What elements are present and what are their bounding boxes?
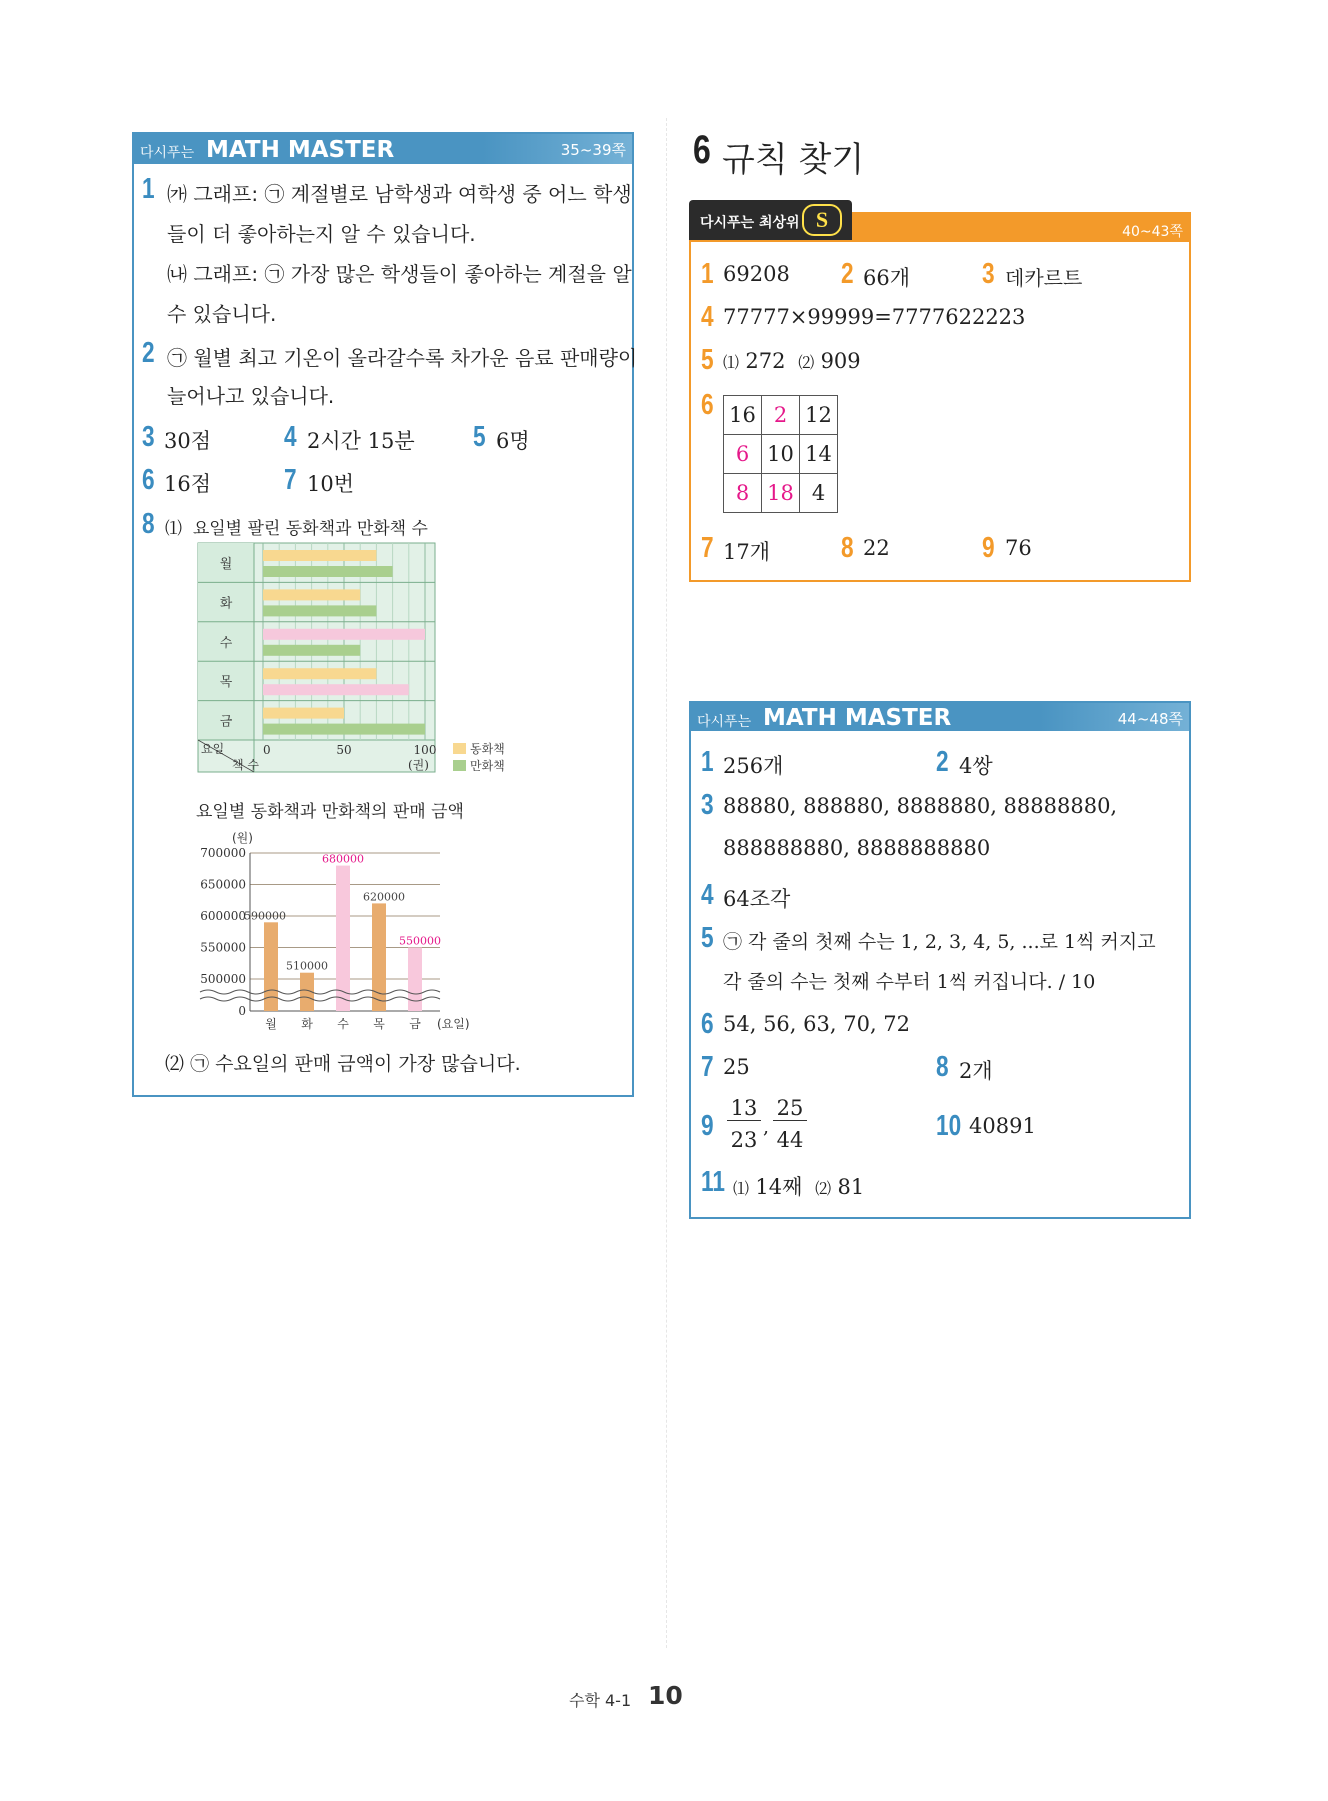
x-unit: (권)	[408, 758, 429, 772]
q8-part2: ⑵ ㉠ 수요일의 판매 금액이 가장 많습니다.	[165, 1053, 521, 1075]
axis-break-line-2	[200, 997, 440, 1001]
bar-동화책	[263, 589, 360, 600]
category-label: 화	[219, 596, 233, 612]
y-tick-label: 0	[238, 1004, 246, 1018]
oq4-answer: 77777×99999=7777622223	[723, 305, 1026, 329]
mq5-line2: 각 줄의 수는 첫째 수부터 1씩 커집니다. / 10	[723, 971, 1096, 993]
oq7-number: 7	[701, 532, 714, 564]
q6-number: 6	[142, 464, 155, 496]
column-divider	[666, 118, 667, 1648]
header-title: MATH MASTER	[763, 705, 952, 731]
books-sold-chart	[190, 540, 530, 780]
page-range: 35~39쪽	[560, 141, 626, 159]
header-small-label: 다시푸는	[140, 145, 195, 161]
x-tick-label: 목	[373, 1017, 385, 1031]
mq10-number: 10	[936, 1110, 962, 1142]
sales-amount-chart	[190, 828, 520, 1038]
legend-swatch-comic	[453, 760, 466, 771]
box-header	[134, 134, 632, 164]
mq3-line2: 888888880, 8888888880	[723, 836, 991, 860]
mq8-number: 8	[936, 1051, 949, 1083]
oq5-number: 5	[701, 344, 714, 376]
q1-b-line1: ㈏ 그래프: ㉠ 가장 많은 학생들이 좋아하는 계절을 알	[167, 262, 632, 286]
oq3-answer: 데카르트	[1005, 266, 1083, 290]
mq5-number: 5	[701, 922, 714, 954]
bar-만화책	[263, 684, 409, 695]
q8-number: 8	[142, 508, 155, 540]
bar-수	[336, 866, 350, 1011]
x-tick-label: 100	[413, 743, 437, 757]
category-label: 수	[219, 635, 233, 651]
mq1-number: 1	[701, 746, 714, 778]
oq1-answer: 69208	[723, 262, 790, 286]
y-tick-label: 500000	[200, 972, 246, 986]
oq9-answer: 76	[1005, 536, 1032, 560]
frac2-numerator: 25	[773, 1096, 807, 1121]
mq11-answer: ⑴ 14째 ⑵ 81	[733, 1175, 865, 1199]
oq4-number: 4	[701, 301, 714, 333]
q1-a-line1: ㈎ 그래프: ㉠ 계절별로 남학생과 여학생 중 어느 학생	[167, 182, 632, 206]
grid-cell: 10	[762, 435, 800, 474]
q1-number: 1	[142, 173, 155, 205]
frac1-denominator: 23	[730, 1128, 758, 1152]
oq2-number: 2	[841, 258, 854, 290]
q4-number: 4	[284, 421, 297, 453]
grid-cell: 14	[800, 435, 838, 474]
x-tick-label: 50	[336, 743, 352, 757]
q7-answer: 10번	[307, 472, 355, 496]
tab-label: 다시푸는 최상위	[700, 215, 800, 231]
data-label: 550000	[399, 934, 441, 948]
bar-동화책	[263, 550, 376, 561]
mq7-number: 7	[701, 1051, 714, 1083]
bar-동화책	[263, 708, 344, 719]
grid-cell: 4	[800, 474, 838, 513]
axis-break-line-1	[200, 990, 440, 994]
header-small-label: 다시푸는	[697, 714, 752, 730]
oq3-number: 3	[982, 258, 995, 290]
q2-number: 2	[142, 337, 155, 369]
x-tick-label: 금	[409, 1017, 421, 1031]
q1-a-line2: 들이 더 좋아하는지 알 수 있습니다.	[167, 222, 476, 246]
grid-cell: 6	[724, 435, 762, 474]
q7-number: 7	[284, 464, 297, 496]
grid-cell: 18	[762, 474, 800, 513]
s-logo: S	[802, 204, 842, 236]
q5-answer: 6명	[496, 429, 530, 453]
bar-만화책	[263, 645, 360, 656]
q1-b-line2: 수 있습니다.	[167, 302, 277, 326]
chapter-number: 6	[693, 128, 711, 172]
data-label: 590000	[244, 909, 286, 923]
header-title: MATH MASTER	[206, 137, 395, 163]
y-axis-label: 요일	[201, 742, 225, 756]
bar-금	[408, 948, 422, 1012]
data-label: 620000	[363, 890, 405, 904]
oq6-number: 6	[701, 389, 714, 421]
bar-만화책	[263, 566, 393, 577]
frac-separator: ,	[763, 1116, 770, 1138]
oq9-number: 9	[982, 532, 995, 564]
mq9-number: 9	[701, 1110, 714, 1142]
mq3-number: 3	[701, 789, 714, 821]
magic-grid	[723, 395, 838, 513]
mq8-answer: 2개	[959, 1059, 993, 1083]
bar-동화책	[263, 668, 376, 679]
page-range: 40~43쪽	[1122, 224, 1183, 240]
x-axis-label: 책 수	[232, 758, 259, 772]
bar-만화책	[263, 724, 425, 735]
oq1-number: 1	[701, 258, 714, 290]
q3-number: 3	[142, 421, 155, 453]
bar-만화책	[263, 605, 376, 616]
footer-label: 수학 4-1	[569, 1691, 632, 1710]
oq5-answer: ⑴ 272 ⑵ 909	[723, 349, 861, 373]
x-tick-label: 0	[263, 743, 271, 757]
mq11-number: 11	[701, 1166, 725, 1198]
y-tick-label: 650000	[200, 877, 246, 892]
bar-목	[372, 903, 386, 1011]
sales-chart-title: 요일별 동화책과 만화책의 판매 금액	[196, 802, 464, 822]
mq3-line1: 88880, 888880, 8888880, 88888880,	[723, 794, 1118, 818]
legend-swatch-fairy	[453, 743, 466, 754]
q6-answer: 16점	[164, 472, 212, 496]
mq4-number: 4	[701, 879, 714, 911]
legend-fairy: 동화책	[470, 742, 505, 756]
category-label: 금	[219, 714, 233, 730]
q8-part1-title: ⑴ 요일별 팔린 동화책과 만화책 수	[165, 519, 428, 539]
oq7-answer: 17개	[723, 540, 771, 564]
mq1-answer: 256개	[723, 754, 784, 778]
x-unit-days: (요일)	[437, 1017, 470, 1031]
mq5-line1: ㉠ 각 줄의 첫째 수는 1, 2, 3, 4, 5, ...로 1씩 커지고	[723, 931, 1156, 953]
grid-cell: 2	[762, 396, 800, 435]
oq8-answer: 22	[863, 536, 890, 560]
box-header	[691, 703, 1189, 731]
y-tick-label: 700000	[200, 846, 246, 860]
y-tick-label: 550000	[200, 940, 246, 955]
q4-answer: 2시간 15분	[307, 429, 415, 453]
mq2-answer: 4쌍	[959, 754, 993, 778]
bar-동화책	[263, 629, 425, 640]
page-range: 44~48쪽	[1117, 710, 1183, 728]
y-unit: (원)	[232, 831, 253, 845]
mq7-answer: 25	[723, 1055, 750, 1079]
chapter-title: 규칙 찾기	[722, 140, 865, 180]
frac2-denominator: 44	[776, 1128, 804, 1152]
frac1-numerator: 13	[727, 1096, 761, 1121]
y-tick-label: 600000	[200, 909, 246, 923]
grid-cell: 8	[724, 474, 762, 513]
grid-cell: 12	[800, 396, 838, 435]
category-label: 월	[219, 557, 233, 572]
x-tick-label: 수	[337, 1017, 349, 1031]
data-label: 510000	[286, 959, 328, 973]
q2-line1: ㉠ 월별 최고 기온이 올라갈수록 차가운 음료 판매량이	[167, 346, 638, 370]
category-label: 목	[219, 675, 233, 691]
q2-line2: 늘어나고 있습니다.	[167, 384, 335, 408]
x-tick-label: 월	[265, 1017, 277, 1031]
oq8-number: 8	[841, 532, 854, 564]
choesangwi-tab	[689, 200, 852, 240]
mq6-answer: 54, 56, 63, 70, 72	[723, 1012, 911, 1036]
mq6-number: 6	[701, 1008, 714, 1040]
data-label: 680000	[322, 852, 364, 866]
q5-number: 5	[473, 421, 486, 453]
grid-cell: 16	[724, 396, 762, 435]
legend-comic: 만화책	[470, 759, 505, 773]
mq2-number: 2	[936, 746, 949, 778]
mq4-answer: 64조각	[723, 887, 791, 911]
oq2-answer: 66개	[863, 266, 911, 290]
page-number: 10	[648, 1681, 683, 1710]
q3-answer: 30점	[164, 429, 212, 453]
mq10-answer: 40891	[969, 1114, 1036, 1138]
x-tick-label: 화	[301, 1017, 313, 1031]
